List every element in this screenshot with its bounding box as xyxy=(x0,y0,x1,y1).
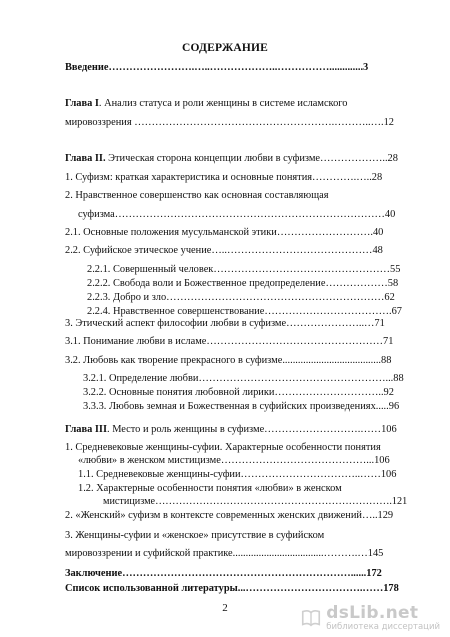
book-icon xyxy=(300,607,322,629)
toc-item: 3.2.1. Определение любви………………………………………………...88 xyxy=(83,373,404,384)
toc-item: 3.3.3. Любовь земная и Божественная в суфийских произведениях.....96 xyxy=(83,401,400,412)
watermark xyxy=(300,602,440,632)
toc-chapter-1-cont: мировоззрения ………………………………………………….………..….12 xyxy=(65,117,394,128)
watermark-subtitle: библиотека диссертаций xyxy=(326,621,440,632)
toc-introduction: Введение…………………….…..………………..…………….............3 xyxy=(65,62,369,73)
toc-item: 2.2.4. Нравственное совершенствование……………………………….67 xyxy=(87,306,403,317)
toc-item: 3.2. Любовь как творение прекрасного в суфизме......................................88 xyxy=(65,355,392,366)
toc-item: 3. Женщины-суфии и «женское» присутствие в суфийском xyxy=(65,530,325,541)
toc-item: 2. «Женский» суфизм в контексте современных женских движений…..129 xyxy=(65,510,394,521)
toc-item: «любви» в женском мистицизме……………………………………...106 xyxy=(78,455,390,466)
toc-item: мистицизме…………………………………………………………….121 xyxy=(103,496,408,507)
toc-item: суфизма……………………………………………………………………40 xyxy=(78,209,396,220)
toc-chapter-1-heading xyxy=(65,98,347,110)
toc-item: 2.1. Основные положения мусульманской этики……………………….40 xyxy=(65,227,384,238)
toc-item: мировоззрении и суфийской практике...................................……….…145 xyxy=(65,548,384,559)
toc-item: 1. Средневековые женщины-суфии. Характерные особенности понятия xyxy=(65,442,381,453)
toc-item: 2. Нравственное совершенство как основная составляющая xyxy=(65,190,329,201)
page-title: СОДЕРЖАНИЕ xyxy=(181,42,269,54)
toc-item: 1.1. Средневековые женщины-суфии……………………………..……106 xyxy=(78,469,397,480)
toc-item: 2.2.1. Совершенный человек……………………………………………55 xyxy=(87,264,401,275)
toc-item: 2.2.2. Свобода воли и Божественное предопределение………………58 xyxy=(87,278,399,289)
toc-item: 2.2. Суфийское этическое учение…..……………………………………48 xyxy=(65,245,383,256)
toc-conclusion: Заключение…………………………………………………………......172 xyxy=(65,568,382,579)
toc-chapter-2-heading xyxy=(65,153,398,165)
toc-item: 1. Суфизм: краткая характеристика и основные понятия………….…..28 xyxy=(65,172,383,183)
chapter-1-title: . Анализ статуса и роли женщины в системе исламского xyxy=(98,98,348,109)
chapter-2-title: Этическая сторона концепции любви в суфизме………………..28 xyxy=(105,153,398,164)
toc-item: 1.2. Характерные особенности понятия «любви» в женском xyxy=(78,483,342,494)
toc-item: 3.1. Понимание любви в исламе……………………………………………71 xyxy=(65,336,394,347)
toc-item: 2.2.3. Добро и зло………………………………………………………62 xyxy=(87,292,395,303)
toc-bibliography: Список использованной литературы...…………………………….……178 xyxy=(65,583,399,594)
toc-item: 3.2.2. Основные понятия любовной лирики…………………………..92 xyxy=(83,387,394,398)
toc-chapter-3-heading xyxy=(65,424,397,436)
toc-item: 3. Этический аспект философии любви в суфизме…………………..…71 xyxy=(65,318,385,329)
chapter-3-title: . Место и роль женщины в суфизме……………………….……106 xyxy=(107,424,397,435)
watermark-brand: dsLib.net xyxy=(326,602,419,623)
chapter-3-label: Глава III xyxy=(65,424,107,435)
chapter-2-label: Глава II. xyxy=(65,153,106,164)
chapter-1-label: Глава I xyxy=(65,98,99,109)
page-number: 2 xyxy=(222,602,228,614)
